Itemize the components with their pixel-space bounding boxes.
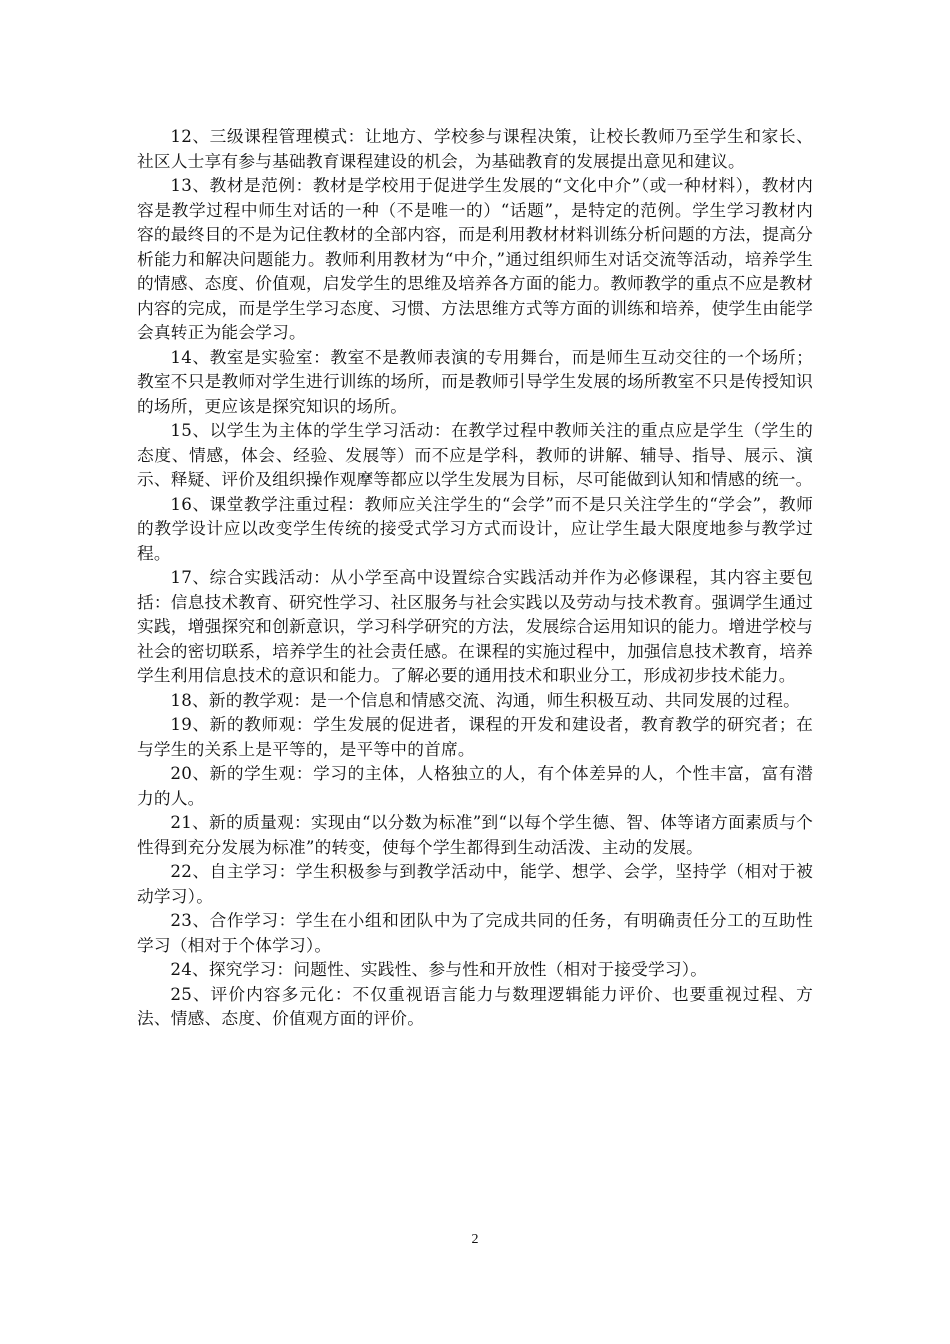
paragraph-14-classroom-as-laboratory: 14、教室是实验室：教室不是教师表演的专用舞台，而是师生互动交往的一个场所；教室不只是教师对学生进行训练的场所，而是教师引导学生发展的场所教室不只是传授知识的场所，更应该是探究知识的场所。 <box>137 346 813 416</box>
paragraph-15-student-centered-learning: 15、以学生为主体的学生学习活动：在教学过程中教师关注的重点应是学生（学生的态度、情感，体会、经验、发展等）而不应是学科，教师的讲解、辅导、指导、展示、演示、释疑、评价及组织操作观摩等都应以学生发展为目标，尽可能做到认知和情感的统一。 <box>137 420 813 489</box>
paragraph-16-process-focused-teaching: 16、课堂教学注重过程：教师应关注学生的“会学”而不是只关注学生的“学会”，教师的教学设计应以改变学生传统的接受式学习方式而设计，应让学生最大限度地参与教学过程。 <box>137 493 813 563</box>
paragraph-23-cooperative-learning: 23、合作学习：学生在小组和团队中为了完成共同的任务，有明确责任分工的互助性学习（相对于个体学习）。 <box>137 910 813 955</box>
paragraph-19-teacher-view: 19、新的教师观：学生发展的促进者，课程的开发和建设者，教育教学的研究者；在与学生的关系上是平等的，是平等中的首席。 <box>137 714 813 759</box>
paragraph-13-textbook-as-example: 13、教材是范例：教材是学校用于促进学生发展的“文化中介”（或一种材料），教材内容是教学过程中师生对话的一种（不是唯一的）“话题”，是特定的范例。学生学习教材内容的最终目的不是为记住教材的全部内容，而是利用教材材料训练分析问题的方法，提高分析能力和解决问题能力。教师利用教材为“中介，”通过组织师生对话交流等活动，培养学生的情感、态度、价值观，启发学生的思维及培养各方面的能力。教师教学的重点不应是教材内容的完成，而是学生学习态度、习惯、方法思维方式等方面的训练和培养，使学生由能学会真转正为能会学习。 <box>137 175 813 342</box>
document-body <box>137 124 813 1031</box>
paragraph-22-autonomous-learning: 22、自主学习：学生积极参与到教学活动中，能学、想学、会学，坚持学（相对于被动学习）。 <box>137 861 813 906</box>
paragraph-18-teaching-view: 18、新的教学观：是一个信息和情感交流、沟通，师生积极互动、共同发展的过程。 <box>170 689 800 710</box>
paragraph-25-diversified-evaluation: 25、评价内容多元化：不仅重视语言能力与数理逻辑能力评价、也要重视过程、方法、情感、态度、价值观方面的评价。 <box>137 983 813 1028</box>
page-number: 2 <box>471 1232 479 1247</box>
paragraph-21-quality-view: 21、新的质量观：实现由“以分数为标准”到“以每个学生德、智、体等诸方面素质与个性得到充分发展为标准”的转变，使每个学生都得到生动活泼、主动的发展。 <box>137 812 813 857</box>
paragraph-12-three-level-curriculum: 12、三级课程管理模式：让地方、学校参与课程决策，让校长教师乃至学生和家长、社区人士享有参与基础教育课程建设的机会，为基础教育的发展提出意见和建议。 <box>137 126 813 171</box>
paragraph-17-integrated-practice: 17、综合实践活动：从小学至高中设置综合实践活动并作为必修课程，其内容主要包括：信息技术教育、研究性学习、社区服务与社会实践以及劳动与技术教育。强调学生通过实践，增强探究和创新意识，学习科学研究的方法，发展综合运用知识的能力。增进学校与社会的密切联系，培养学生的社会责任感。在课程的实施过程中，加强信息技术教育，培养学生利用信息技术的意识和能力。了解必要的通用技术和职业分工，形成初步技术能力。 <box>137 567 813 685</box>
paragraph-24-inquiry-learning: 24、探究学习：问题性、实践性、参与性和开放性（相对于接受学习）。 <box>170 959 708 979</box>
paragraph-20-student-view: 20、新的学生观：学习的主体，人格独立的人，有个体差异的人，个性丰富，富有潜力的人。 <box>137 763 813 808</box>
